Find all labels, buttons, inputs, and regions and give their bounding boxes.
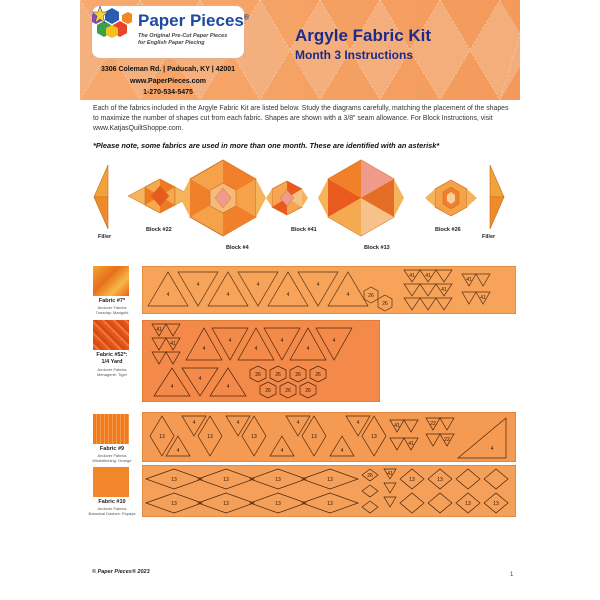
shape-label: 13: [371, 434, 377, 440]
shape-label: 4: [196, 282, 200, 288]
fabric-7-name: Tuesday: Marigold: [95, 310, 129, 315]
fabric-7-label: Fabric #7*: [98, 298, 126, 304]
star-icon: [92, 6, 108, 24]
shape-label: 4: [286, 292, 290, 298]
fabric-52-maker: Andover Fabrics: [97, 367, 127, 372]
shape-label: 13: [275, 477, 281, 483]
page-title: Argyle Fabric Kit: [295, 26, 432, 45]
shape-label: 13: [171, 501, 177, 507]
shape-label: 13: [465, 501, 471, 507]
shape-label: 13: [223, 501, 229, 507]
label-block-22: Block #22: [146, 227, 172, 233]
shape-label: 13: [327, 477, 333, 483]
copyright-footer: © Paper Pieces® 2023: [92, 569, 150, 575]
fabric-52-name: Menagerie: Tiger: [96, 372, 127, 377]
fabric-52-swatch: [93, 320, 129, 350]
fabric-7-maker: Andover Fabrics: [97, 305, 127, 310]
label-block-41: Block #41: [291, 227, 317, 233]
shape-label: 26: [305, 388, 311, 394]
paper-pieces-logo[interactable]: [92, 6, 250, 58]
shape-label: 26: [315, 372, 321, 378]
shape-label: 4: [202, 346, 206, 352]
shape-label: 26: [367, 473, 373, 479]
logo-tagline-1: The Original Pre-Cut Paper Pieces: [138, 33, 228, 39]
shape-label: 4: [226, 384, 230, 390]
shape-label: 4: [226, 292, 230, 298]
shape-label: 26: [275, 372, 281, 378]
shape-label: 13: [327, 501, 333, 507]
page-number: 1: [510, 572, 514, 578]
filler-right-shape: [490, 165, 504, 229]
shape-label: 4: [490, 446, 494, 452]
fabric-52-label: Fabric #52*:: [96, 352, 128, 358]
fabric-10-name: Botanical Dashes: Papaya: [88, 511, 136, 516]
fabric-9-label: Fabric #9: [99, 446, 125, 452]
logo-tagline-2: for English Paper Piecing: [138, 40, 205, 46]
block-26-shape: [425, 180, 477, 216]
label-block-13: Block #13: [364, 245, 390, 251]
shape-label: 4: [192, 420, 196, 426]
shape-label: 41: [156, 327, 162, 333]
shape-label: 4: [346, 292, 350, 298]
shape-label: 41: [394, 423, 400, 429]
shape-label: 41: [425, 273, 431, 279]
shape-label: 4: [296, 420, 300, 426]
shape-label: 13: [311, 434, 317, 440]
shape-label: 4: [356, 420, 360, 426]
shape-label: 13: [171, 477, 177, 483]
fabric-10-cutting-layout: [142, 465, 516, 517]
label-block-4: Block #4: [226, 245, 249, 251]
fabric-10-label: Fabric #10: [98, 499, 126, 505]
shape-label: 13: [159, 434, 165, 440]
shape-label: 4: [316, 282, 320, 288]
shape-label: 13: [223, 477, 229, 483]
shape-label: 13: [275, 501, 281, 507]
shape-label: 41: [408, 441, 414, 447]
phone-text: 1-270-534-5475: [143, 89, 193, 96]
shape-label: 4: [280, 448, 284, 454]
shape-label: 4: [254, 346, 258, 352]
fabric-10-swatch: [93, 467, 129, 497]
address-text: 3306 Coleman Rd. | Paducah, KY | 42001: [100, 66, 236, 73]
shape-label: 4: [236, 420, 240, 426]
fabric-10-maker: Andover Fabrics: [97, 506, 127, 511]
shape-label: 4: [228, 338, 232, 344]
shape-label: 13: [251, 434, 257, 440]
fabric-9-name: Mindstitching: Orange: [92, 458, 132, 463]
shape-label: 26: [382, 301, 388, 307]
shape-label: 13: [493, 501, 499, 507]
fabric-52-amount: 1/4 Yard: [101, 359, 123, 365]
shape-label: 26: [255, 372, 261, 378]
shape-label: 4: [340, 448, 344, 454]
shape-label: 41: [409, 273, 415, 279]
shape-label: 22: [430, 421, 436, 427]
block-row-diagram: [80, 150, 520, 250]
filler-left-shape: [94, 165, 108, 229]
shape-label: 4: [280, 338, 284, 344]
fabric-52-cutting-layout: [142, 320, 380, 402]
block-4-shape: [180, 160, 266, 236]
fabric-9-cutting-layout: [142, 412, 516, 462]
shape-label: 4: [198, 376, 202, 382]
shape-label: 41: [441, 287, 447, 293]
shape-label: 26: [295, 372, 301, 378]
asterisk-note: *Please note, some fabrics are used in more than one month. These are identified with an asterisk*: [93, 141, 440, 150]
shape-label: 26: [368, 293, 374, 299]
block-41-shape: [266, 181, 308, 215]
shape-label: 13: [409, 477, 415, 483]
fabric-7-cutting-layout: [142, 266, 516, 314]
shape-label: 26: [285, 388, 291, 394]
shape-label: 13: [437, 477, 443, 483]
label-block-26: Block #26: [435, 227, 461, 233]
shape-label: 41: [466, 277, 472, 283]
website-link[interactable]: www.PaperPieces.com: [130, 78, 206, 85]
shape-label: 41: [480, 295, 486, 301]
shape-label: 26: [265, 388, 271, 394]
shape-label: 4: [332, 338, 336, 344]
shape-label: 13: [207, 434, 213, 440]
label-filler-right: Filler: [482, 234, 496, 240]
fabric-9-maker: Andover Fabrics: [97, 453, 127, 458]
intro-paragraph: Each of the fabrics included in the Argyle Fabric Kit are listed below. Study the diagrams carefully, matching the placement of the shapes to maximize the number of shapes cut from each fabric. Shapes are shown with a 3/8" seam allowance. For Block Instructions, visit www.KatjasQuiltShoppe.com.: [93, 105, 509, 132]
shape-label: 4: [170, 384, 174, 390]
page-subtitle: Month 3 Instructions: [295, 48, 413, 62]
logo-name: Paper Pieces®: [138, 11, 250, 30]
shape-label: 22: [444, 437, 450, 443]
fabric-9-swatch: [93, 414, 129, 444]
shape-label: 4: [176, 448, 180, 454]
header-band: [80, 0, 520, 100]
label-filler-left: Filler: [98, 234, 112, 240]
shape-label: 41: [387, 471, 393, 477]
shape-label: 4: [306, 346, 310, 352]
shape-label: 41: [170, 341, 176, 347]
block-13-shape: [318, 160, 404, 236]
shape-label: 4: [256, 282, 260, 288]
fabric-7-swatch: [93, 266, 129, 296]
instruction-page: [80, 0, 520, 600]
shape-label: 4: [166, 292, 170, 298]
